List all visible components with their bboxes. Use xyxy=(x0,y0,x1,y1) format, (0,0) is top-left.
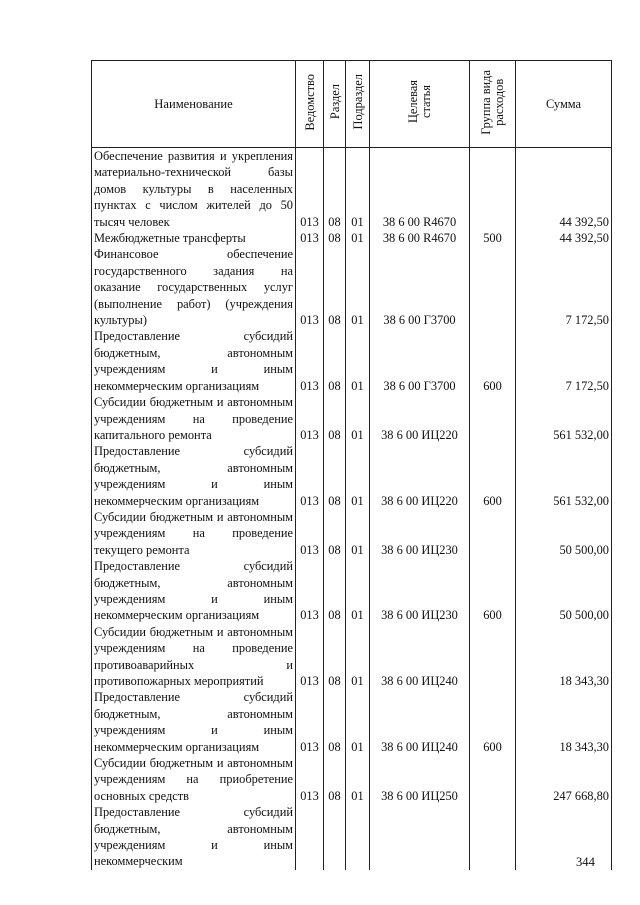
cell-sum: 18 343,30 xyxy=(516,624,612,690)
budget-table xyxy=(91,60,612,870)
table-row xyxy=(92,755,612,804)
cell-name: Финансовое обеспечение государственного задания на оказание государственных услуг (выполнение работ) (учреждения культуры) xyxy=(92,246,296,328)
cell-section: 08 xyxy=(324,394,346,443)
cell-sum: 7 172,50 xyxy=(516,246,612,328)
cell-section: 08 xyxy=(324,624,346,690)
cell-subsection: 01 xyxy=(346,509,370,558)
table-body xyxy=(92,148,612,870)
cell-group xyxy=(470,246,516,328)
cell-subsection: 01 xyxy=(346,230,370,246)
table-row xyxy=(92,394,612,443)
table-row xyxy=(92,689,612,755)
cell-sum: 50 500,00 xyxy=(516,509,612,558)
cell-target: 38 6 00 R4670 xyxy=(370,148,470,231)
cell-dept: 013 xyxy=(296,394,324,443)
cell-name: Субсидии бюджетным и автономным учреждениям на проведение противоаварийных и противопожарных мероприятий xyxy=(92,624,296,690)
cell-dept: 013 xyxy=(296,689,324,755)
table-row xyxy=(92,509,612,558)
cell-group: 600 xyxy=(470,689,516,755)
cell-sum: 18 343,30 xyxy=(516,689,612,755)
cell-target: 38 6 00 ИЦ230 xyxy=(370,558,470,624)
cell-target: 38 6 00 ИЦ250 xyxy=(370,755,470,804)
cell-group xyxy=(470,394,516,443)
cell-sum: 44 392,50 xyxy=(516,230,612,246)
cell-subsection: 01 xyxy=(346,624,370,690)
cell-sum: 561 532,00 xyxy=(516,443,612,509)
cell-name: Предоставление субсидий бюджетным, автономным учреждениям и иным некоммерческим xyxy=(92,804,296,870)
page-number: 344 xyxy=(576,855,595,869)
cell-target: 38 6 00 ИЦ230 xyxy=(370,509,470,558)
cell-sum: 50 500,00 xyxy=(516,558,612,624)
cell-subsection xyxy=(346,804,370,870)
cell-subsection: 01 xyxy=(346,443,370,509)
cell-section: 08 xyxy=(324,689,346,755)
cell-name: Субсидии бюджетным и автономным учреждениям на проведение текущего ремонта xyxy=(92,509,296,558)
cell-target: 38 6 00 ИЦ240 xyxy=(370,624,470,690)
cell-subsection: 01 xyxy=(346,246,370,328)
cell-dept: 013 xyxy=(296,755,324,804)
cell-target: 38 6 00 ИЦ220 xyxy=(370,443,470,509)
cell-sum: 561 532,00 xyxy=(516,394,612,443)
cell-group xyxy=(470,624,516,690)
cell-subsection: 01 xyxy=(346,328,370,394)
cell-group xyxy=(470,148,516,231)
cell-target: 38 6 00 Г3700 xyxy=(370,246,470,328)
table-row xyxy=(92,328,612,394)
table-row xyxy=(92,558,612,624)
cell-group: 600 xyxy=(470,558,516,624)
cell-dept: 013 xyxy=(296,624,324,690)
cell-target: 38 6 00 R4670 xyxy=(370,230,470,246)
cell-section: 08 xyxy=(324,755,346,804)
cell-group xyxy=(470,509,516,558)
cell-name: Межбюджетные трансферты xyxy=(92,230,296,246)
cell-section: 08 xyxy=(324,230,346,246)
column-header-section: Раздел xyxy=(324,61,346,148)
cell-group xyxy=(470,804,516,870)
cell-dept: 013 xyxy=(296,230,324,246)
table-row xyxy=(92,804,612,870)
cell-section: 08 xyxy=(324,558,346,624)
cell-sum: 44 392,50 xyxy=(516,148,612,231)
table-row xyxy=(92,246,612,328)
table-row xyxy=(92,148,612,231)
cell-sum: 247 668,80 xyxy=(516,755,612,804)
column-header-group: Группа вида расходов xyxy=(470,61,516,148)
cell-name: Субсидии бюджетным и автономным учреждениям на приобретение основных средств xyxy=(92,755,296,804)
cell-subsection: 01 xyxy=(346,755,370,804)
cell-target: 38 6 00 Г3700 xyxy=(370,328,470,394)
cell-dept: 013 xyxy=(296,148,324,231)
cell-dept: 013 xyxy=(296,246,324,328)
cell-group xyxy=(470,755,516,804)
cell-group: 600 xyxy=(470,443,516,509)
cell-subsection: 01 xyxy=(346,394,370,443)
cell-subsection: 01 xyxy=(346,689,370,755)
table-row xyxy=(92,624,612,690)
cell-sum: 7 172,50 xyxy=(516,328,612,394)
cell-section: 08 xyxy=(324,328,346,394)
column-header-dept: Ведомство xyxy=(296,61,324,148)
cell-group: 600 xyxy=(470,328,516,394)
column-header-subsection: Подраздел xyxy=(346,61,370,148)
cell-name: Обеспечение развития и укрепления материально-технической базы домов культуры в населенных пунктах с числом жителей до 50 тысяч человек xyxy=(92,148,296,231)
table-header-row xyxy=(92,61,612,148)
cell-name: Предоставление субсидий бюджетным, автономным учреждениям и иным некоммерческим организациям xyxy=(92,328,296,394)
cell-name: Предоставление субсидий бюджетным, автономным учреждениям и иным некоммерческим организациям xyxy=(92,443,296,509)
cell-name: Предоставление субсидий бюджетным, автономным учреждениям и иным некоммерческим организациям xyxy=(92,558,296,624)
table-row xyxy=(92,230,612,246)
cell-section: 08 xyxy=(324,148,346,231)
cell-dept: 013 xyxy=(296,558,324,624)
column-header-name: Наименование xyxy=(92,61,296,148)
table-row xyxy=(92,443,612,509)
cell-group: 500 xyxy=(470,230,516,246)
cell-dept: 013 xyxy=(296,443,324,509)
cell-subsection: 01 xyxy=(346,148,370,231)
cell-target: 38 6 00 ИЦ240 xyxy=(370,689,470,755)
cell-subsection: 01 xyxy=(346,558,370,624)
column-header-sum: Сумма xyxy=(516,61,612,148)
cell-section: 08 xyxy=(324,509,346,558)
cell-dept: 013 xyxy=(296,509,324,558)
cell-dept: 013 xyxy=(296,328,324,394)
cell-section xyxy=(324,804,346,870)
cell-target xyxy=(370,804,470,870)
cell-dept xyxy=(296,804,324,870)
cell-target: 38 6 00 ИЦ220 xyxy=(370,394,470,443)
cell-name: Субсидии бюджетным и автономным учреждениям на проведение капитального ремонта xyxy=(92,394,296,443)
column-header-target: Целевая статья xyxy=(370,61,470,148)
cell-section: 08 xyxy=(324,246,346,328)
cell-sum xyxy=(516,804,612,870)
cell-section: 08 xyxy=(324,443,346,509)
cell-name: Предоставление субсидий бюджетным, автономным учреждениям и иным некоммерческим организациям xyxy=(92,689,296,755)
